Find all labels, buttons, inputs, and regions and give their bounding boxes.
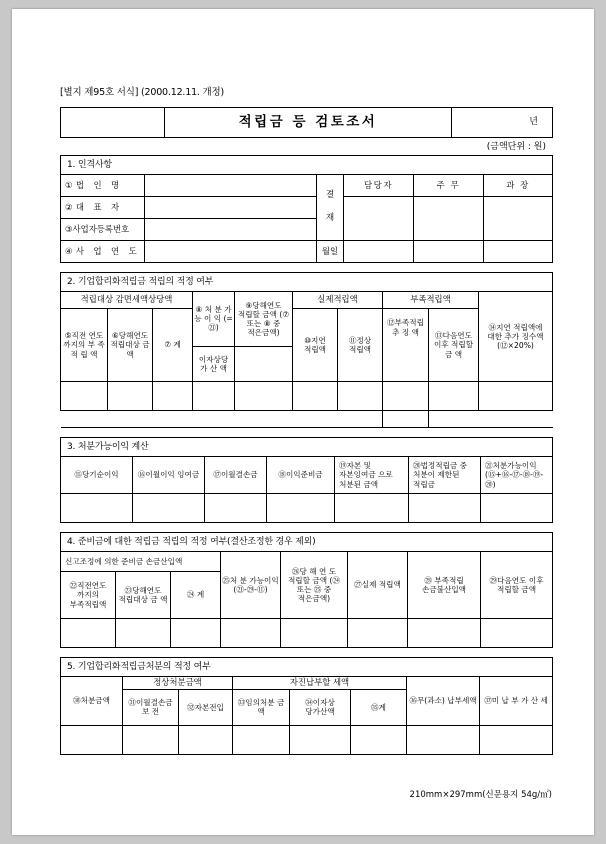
column-header-prior-year-shortfall: ⑤직전 연도 까지의 부 족 적 립 액 (61, 309, 108, 382)
table-row (61, 619, 553, 648)
cell-capital-transfer[interactable] (179, 725, 233, 754)
cell-spacer-3 (153, 411, 193, 428)
cell-spacer-4 (193, 411, 235, 428)
section2-table (60, 272, 553, 428)
column-header-s4-disposable-profit: ㉕처 분 가능이익 (㉑-㉙-⑪) (221, 552, 281, 619)
cell-net-income[interactable] (61, 494, 133, 523)
column-header-net-income: ⑮당기순이익 (61, 457, 133, 494)
column-header-loss-offset: ㉛이월결손금 보 전 (123, 689, 179, 725)
cell-unpaid-tax[interactable] (407, 725, 480, 754)
table-row (61, 175, 553, 197)
field-value-business-year[interactable] (145, 241, 317, 263)
cell-shortfall-collection[interactable] (383, 382, 429, 411)
section1-heading: 1. 인격사항 (61, 156, 553, 175)
column-header-earned-reserve: ⑱이익준비금 (267, 457, 335, 494)
cell-s4-prior-year-shortfall[interactable] (61, 619, 116, 648)
document-title: 적립금 등 검토조서 (165, 108, 452, 138)
table-row (61, 494, 553, 523)
approval-sign-staff[interactable] (344, 197, 414, 241)
section1-table (60, 155, 553, 263)
section4-table (60, 532, 553, 648)
column-header-carried-loss: ⑰이월결손금 (205, 457, 267, 494)
cell-spacer-5 (235, 411, 293, 428)
column-header-retained-earnings: ⑯이월이익 잉여금 (133, 457, 205, 494)
column-header-interest-surcharge: 이자상당 가 산 액 (193, 346, 235, 381)
section5-heading-row (61, 658, 553, 677)
column-header-current-year-target: ⑥당해연도 적립대상 금 액 (108, 309, 153, 382)
form-page (12, 9, 594, 835)
approval-col-staff: 담당자 (344, 175, 414, 197)
currency-unit: (금액단위 : 원) (486, 141, 546, 152)
group-header-normal-disposal: 정상처분금액 (123, 677, 233, 690)
table-row (61, 241, 553, 263)
column-header-s5-total: ㉟계 (351, 689, 407, 725)
title-left-blank (61, 108, 165, 138)
cell-spacer-9 (479, 411, 553, 428)
cell-capital-disposed[interactable] (335, 494, 409, 523)
cell-discretionary-disposal[interactable] (233, 725, 290, 754)
section4-heading-row (61, 533, 553, 552)
cell-next-year-reserve[interactable] (429, 382, 479, 411)
table-row (61, 411, 553, 428)
section5-heading: 5. 기업합리화적립금처분의 적정 여부 (61, 658, 553, 677)
cell-s4-current-year-reserve[interactable] (281, 619, 348, 648)
cell-loss-offset[interactable] (123, 725, 179, 754)
column-header-nonpayment-penalty: ㊲미 납 부 가 산 세 (480, 677, 553, 726)
column-header-capital-disposed: ⑲자본 및 자본잉여금 으로 처분된 금액 (335, 457, 409, 494)
column-header-s4-next-year-reserve: ㉙다음연도 이후 적립할 금액 (481, 552, 553, 619)
field-label-corporation-name: ①법 인 명 (61, 175, 145, 197)
form-sheet (60, 84, 552, 755)
title-table (60, 107, 553, 138)
cell-current-year-target[interactable] (108, 382, 153, 411)
cell-interest-equivalent[interactable] (290, 725, 351, 754)
field-label-business-registration-number: ③사업자등록번호 (61, 219, 145, 241)
column-header-disposable-profit-calc: ㉑처분가능이익 (⑮+⑯-⑰-⑱-⑲-⑳) (481, 457, 553, 494)
section3-table (60, 437, 553, 523)
approval-col-chief: 주 무 (414, 175, 484, 197)
approval-date-chief[interactable] (414, 241, 484, 263)
table-row (61, 197, 553, 219)
column-header-s4-prior-year-shortfall: ㉒직전연도 까지의 부족적립액 (61, 572, 116, 619)
approval-stamp-line1: 결 (325, 190, 335, 201)
cell-s4-next-year-reserve[interactable] (481, 619, 553, 648)
section5-table (60, 657, 553, 755)
section5-group-header-row (61, 677, 553, 690)
cell-spacer-6 (293, 411, 338, 428)
table-row (61, 725, 553, 754)
column-header-shortfall-collection: ⑫부족적립 추 징 액 (383, 309, 429, 347)
column-header-capital-transfer: ㉜자본전입 (179, 689, 233, 725)
column-header-unpaid-tax: ㊱무(과소) 납부세액 (407, 677, 480, 726)
approval-stamp-label (317, 175, 344, 241)
field-value-corporation-name[interactable] (145, 175, 317, 197)
approval-stamp-line2: 재 (325, 213, 335, 224)
cell-disposable-profit-calc[interactable] (481, 494, 553, 523)
cell-s4-shortfall-nondeductible[interactable] (408, 619, 481, 648)
cell-s4-current-year-target[interactable] (116, 619, 171, 648)
column-header-disposal-amount: ㉚처분금액 (61, 677, 123, 726)
column-header-current-year-reserve: ⑨당해연도 적립할 금액 (⑦ 또는 ⑧ 중 적은금액) (235, 292, 293, 347)
field-label-representative: ②대 표 자 (61, 197, 145, 219)
group-header-declared-reserve: 신고조정에 의한 준비금 손금산입액 (61, 552, 221, 572)
field-label-business-year: ④사 업 연 도 (61, 241, 145, 263)
cell-delayed-reserve[interactable] (293, 382, 338, 411)
group-header-target-amount: 적립대상 감면세액상당액 (61, 292, 193, 309)
section3-heading-row (61, 438, 553, 457)
cell-s4-disposable-profit[interactable] (221, 619, 281, 648)
approval-sign-manager[interactable] (484, 197, 553, 241)
cell-spacer-8 (429, 411, 479, 428)
section-gap-3 (60, 523, 552, 532)
cell-disposal-amount[interactable] (61, 725, 123, 754)
table-row (61, 382, 553, 411)
cell-interest-surcharge[interactable] (383, 411, 429, 428)
approval-date-manager[interactable] (484, 241, 553, 263)
column-header-s4-current-year-reserve: ㉖당 해 연 도 적립할 금액 (㉔ 또는 ㉕ 중 적은금액) (281, 552, 348, 619)
section-gap-4 (60, 648, 552, 657)
column-header-normal-reserve: ⑪정상 적립액 (338, 309, 383, 382)
column-header-s4-total: ㉔ 계 (171, 572, 221, 619)
column-header-total: ⑦ 계 (153, 309, 193, 382)
section4-group-header-row (61, 552, 553, 572)
approval-date-label: 월일 (317, 241, 344, 263)
section3-column-header-row (61, 457, 553, 494)
cell-total[interactable] (153, 382, 193, 411)
cell-current-year-reserve[interactable] (235, 382, 293, 411)
year-field[interactable]: 년 (452, 108, 553, 138)
approval-date-staff[interactable] (344, 241, 414, 263)
cell-spacer-1 (61, 411, 108, 428)
section-gap-2 (60, 428, 552, 437)
cell-retained-earnings[interactable] (133, 494, 205, 523)
cell-s4-total[interactable] (171, 619, 221, 648)
section4-heading: 4. 준비금에 대한 적립금 적립의 적정 여부(결산조정한 경우 제외) (61, 533, 553, 552)
column-header-delayed-reserve: ⑩지연 적립액 (293, 309, 338, 382)
section2-group-header-row (61, 292, 553, 309)
section-gap-1 (60, 263, 552, 272)
group-header-actual-reserve: 실제적립액 (293, 292, 383, 309)
cell-additional-collection[interactable] (479, 382, 553, 411)
group-header-voluntary-payment: 자진납부할 세액 (233, 677, 407, 690)
section2-heading: 2. 기업합리화적립금 적립의 적정 여부 (61, 273, 553, 292)
section2-heading-row (61, 273, 553, 292)
approval-col-manager: 과 장 (484, 175, 553, 197)
paper-spec: 210mm×297mm(신문용지 54g/㎡) (409, 790, 552, 800)
cell-spacer-2 (108, 411, 153, 428)
column-header-interest-equivalent: ㉞이자상 당가산액 (290, 689, 351, 725)
column-header-s4-shortfall-nondeductible: ㉘ 부족적립 손금불산입액 (408, 552, 481, 619)
column-header-discretionary-disposal: ㉝임의처분 금 액 (233, 689, 290, 725)
cell-s4-actual-reserve[interactable] (348, 619, 408, 648)
group-header-shortfall-reserve: 부족적립액 (383, 292, 479, 309)
cell-nonpayment-penalty[interactable] (480, 725, 553, 754)
title-row (61, 108, 553, 138)
section3-heading: 3. 처분가능이익 계산 (61, 438, 553, 457)
cell-normal-reserve[interactable] (338, 382, 383, 411)
currency-unit-table (60, 139, 552, 155)
form-number: [별지 제95호 서식] (2000.12.11. 개정) (60, 87, 225, 98)
column-header-restricted-legal-reserve: ⑳법정적립금 중 처분이 제한된 적립금 (409, 457, 481, 494)
cell-prior-year-shortfall[interactable] (61, 382, 108, 411)
field-value-representative[interactable] (145, 197, 317, 219)
cell-spacer-7 (338, 411, 383, 428)
cell-s5-total[interactable] (351, 725, 407, 754)
column-header-disposable-profit: ⑧ 처 분 가 능 이 익 (=㉑) (193, 292, 235, 347)
field-value-business-registration-number[interactable] (145, 219, 317, 241)
cell-disposable-profit[interactable] (193, 382, 235, 411)
cell-carried-loss[interactable] (205, 494, 267, 523)
column-header-s4-current-year-target: ㉓당해연도 적립대상 금 액 (116, 572, 171, 619)
cell-earned-reserve[interactable] (267, 494, 335, 523)
approval-sign-chief[interactable] (414, 197, 484, 241)
column-header-next-year-reserve: ⑬다음연도 이후 적립할 금 액 (429, 309, 479, 382)
column-header-additional-collection: ⑭지연 적립액에 대한 추가 징수액 (⑫×20%) (479, 292, 553, 382)
column-header-s4-actual-reserve: ㉗실제 적립액 (348, 552, 408, 619)
section1-heading-row (61, 156, 553, 175)
cell-restricted-legal-reserve[interactable] (409, 494, 481, 523)
